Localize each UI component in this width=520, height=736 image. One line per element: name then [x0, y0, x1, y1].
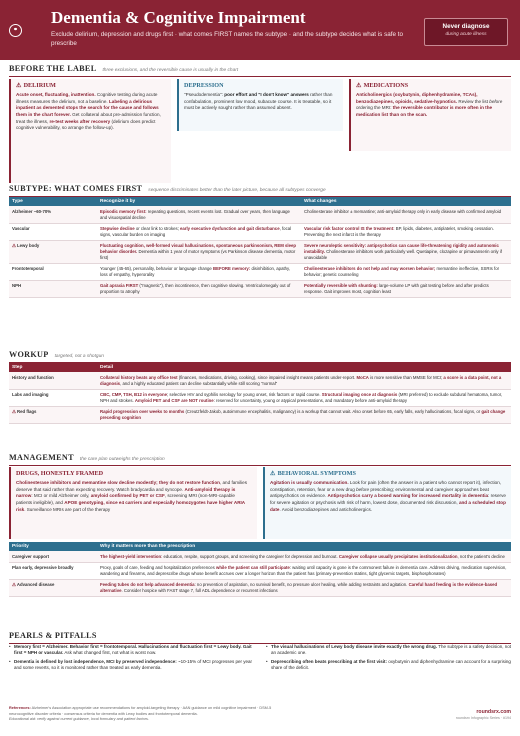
warning-icon: ⚠	[16, 82, 22, 89]
page-subtitle: Exclude delirium, depression and drugs first · what comes FIRST names the subtype · and the subtype decides what is safe to prescribe	[51, 31, 403, 47]
table-header-row	[9, 197, 511, 206]
section-subtitle: the care plan outweighs the prescription	[79, 457, 165, 462]
depression-card-body: "Pseudodementia": poor effort and "I don't know" answers rather than confabulation, prominent low mood, subacute course. It is treatable, so it must be actively sought rather than assumed absent.	[184, 92, 333, 111]
subtype-changes: Vascular risk factor control IS the treatment: BP, lipids, diabetes, antiplatelet, smoking cessation. Preventing the next infarct is the therapy	[301, 223, 511, 240]
brain-icon: ⚭	[9, 24, 22, 37]
pearls-right-column	[266, 644, 511, 673]
section-title: WORKUP	[9, 350, 49, 359]
workup-detail: Rapid progression over weeks to months (Creutzfeldt-Jakob, autoimmune encephalitis, malignancy) is a workup that cannot wait. Also onset before 65, early falls, early hallucinations, focal signs, or gait change preceding cognition	[97, 406, 511, 423]
medications-card-title: ⚠ MEDICATIONS	[356, 82, 409, 89]
warning-icon: ⚠	[12, 582, 17, 588]
section-workup	[9, 350, 511, 363]
workup-step: History and function	[9, 372, 97, 389]
medications-card	[349, 79, 511, 151]
column-header: Step	[9, 363, 97, 372]
section-title: BEFORE THE LABEL	[9, 64, 97, 73]
drugs-card-body: Cholinesterase inhibitors and memantine slow decline modestly; they do not restore function, and families deserve that said rather than expecting recovery. Watch bradycardia and syncope. Anti-amyloid therapy is narrow: MCI or mild Alzheimer only, amyloid confirmed by PET or CSF, screening MRI (non-MRI-capable patients ineligible), and APOE genotyping, since e4 carriers and especially homozygotes have higher ARIA risk. Surveillance MRIs are part of the therapy	[16, 480, 248, 512]
section-title: SUBTYPE: WHAT COMES FIRST	[9, 184, 143, 193]
table-row	[9, 281, 511, 298]
subtype-recognition: Stepwise decline or clear link to strokes; early executive dysfunction and gait disturbance, focal signs, vascular burden on imaging	[97, 223, 301, 240]
callout-subtitle: during acute illness	[445, 32, 487, 38]
section-subtype	[9, 184, 511, 197]
table-row	[9, 389, 511, 406]
pearl-item: • The visual hallucinations of Lewy body disease invite exactly the wrong drug. The subtype is a safety decision, not an academic one.	[266, 644, 511, 657]
section-before-label	[9, 64, 511, 77]
column-header: Why it matters more than the prescription	[97, 542, 511, 551]
table-row	[9, 264, 511, 281]
pearl-item: • Memory first = Alzheimer. Behavior first = frontotemporal. Hallucinations and fluctuation first = Lewy body. Gait first = NPH or vascular. Ask what changed first, not what is worst now.	[9, 644, 254, 657]
behavioral-card	[263, 467, 511, 539]
series-label: roundsrx Infographic Series · #194	[455, 715, 511, 720]
subtype-name: Frontotemporal	[9, 264, 97, 281]
subtype-name: Vascular	[9, 223, 97, 240]
section-subtitle: targeted, not a shotgun	[54, 354, 104, 359]
section-subtitle: sequence discriminates better than the later picture, because all subtypes converge	[148, 188, 326, 193]
subtype-recognition: Younger (45-65), personality, behavior or language change BEFORE memory: disinhibition, apathy, loss of empathy, hyperorality	[97, 264, 301, 281]
priority-detail: Feeding tubes do not help advanced dementia: no prevention of aspiration, no survival benefit, no pressure ulcer healing, while adding restraints and agitation. Careful hand feeding is the evidence-based alternative. Consider hospice with FAST stage 7, full ADL dependence or recurrent infections	[97, 579, 511, 596]
priority-detail: The highest-yield intervention: education, respite, support groups, and screening the caregiver for depression and burnout. Caregiver collapse usually precipitates institutionalization, not the patient's decline	[97, 551, 511, 562]
table-row	[9, 372, 511, 389]
depression-card	[177, 79, 343, 131]
subtype-changes: Potentially reversible with shunting: large-volume LP with gait testing before and after predicts response. Gait improves most, cognition least	[301, 281, 511, 298]
callout-title: Never diagnose	[442, 23, 490, 30]
section-title: PEARLS & PITFALLS	[9, 631, 97, 640]
disclaimer: Educational aid: verify against current guidance, local formulary and patient factors.	[9, 717, 149, 721]
table-header-row	[9, 363, 511, 372]
delirium-card-title: ⚠ DELIRIUM	[16, 82, 56, 89]
warning-icon: ⚠	[12, 409, 18, 415]
pearl-item: • Deprescribing often beats prescribing at the first visit: oxybutynin and diphenhydramine can account for a surprising share of the deficit.	[266, 659, 511, 672]
subtype-recognition: Fluctuating cognition, well-formed visual hallucinations, spontaneous parkinsonism, REM sleep behavior disorder. Dementia within 1 year of motor symptoms (vs Parkinson disease dementia, motor first)	[97, 240, 301, 263]
behavioral-card-title: ⚠ BEHAVIORAL SYMPTOMS	[270, 470, 356, 477]
column-header: Type	[9, 197, 97, 206]
subtype-name: NPH	[9, 281, 97, 298]
column-header: What changes	[301, 197, 511, 206]
page-title: Dementia & Cognitive Impairment	[51, 8, 306, 27]
subtype-changes: Severe neuroleptic sensitivity: antipsychotics can cause life-threatening rigidity and autonomic instability. Cholinesterase inhibitors work particularly well. Quetiapine, clozapine or pimavanserin only if unavoidable	[301, 240, 511, 263]
subtype-changes: Cholinesterase inhibitor ± memantine; anti-amyloid therapy only in early disease with confirmed amyloid	[301, 206, 511, 223]
priority-name: ⚠ Advanced disease	[9, 579, 97, 596]
brand-block	[456, 709, 511, 720]
section-management	[9, 453, 511, 466]
table-row	[9, 223, 511, 240]
section-pearls	[9, 631, 511, 644]
table-row	[9, 206, 511, 223]
workup-detail: Collateral history beats any office test (finances, medications, driving, cooking), since impaired insight means patients under-report. MoCA is more sensitive than MMSE for MCI; a score is a data point, not a diagnosis, and a highly educated patient can decline substantially while still scoring "normal"	[97, 372, 511, 389]
pearls-left-column	[9, 644, 254, 673]
warning-icon: ⚠	[270, 470, 276, 477]
subtype-recognition: Gait apraxia FIRST ("magnetic"), then incontinence, then cognitive slowing. Ventriculomegaly out of proportion to atrophy	[97, 281, 301, 298]
workup-step: ⚠ Red flags	[9, 406, 97, 423]
workup-table	[9, 363, 511, 424]
subtype-name: ⚠ Lewy body	[9, 240, 97, 263]
section-title: MANAGEMENT	[9, 453, 74, 462]
column-header: Priority	[9, 542, 97, 551]
brand-link[interactable]: roundsrx.com	[476, 709, 511, 715]
column-header: Recognize it by	[97, 197, 301, 206]
priority-detail: Proxy, goals of care, feeding and hospitalization preferences while the patient can still participate: waiting until capacity is gone is the commonest failure in dementia care. Address driving, medication supervision, wandering and firearms, and deprescribe drugs whose benefit accrues over a longer horizon than the patient has (primary-prevention statins, tight glycemic targets, bisphosphonates)	[97, 562, 511, 579]
subtype-changes: Cholinesterase inhibitors do not help and may worsen behavior; memantine ineffective, SSRIs for behavior; genetic counseling	[301, 264, 511, 281]
priority-name: Plan early, depressive broadly	[9, 562, 97, 579]
references-line: References: Alzheimer's Association appropriate use recommendations for amyloid-targeting therapy · AAN guidance on mild cognitive impairment · DSM-5	[9, 706, 272, 710]
drugs-card-title: DRUGS, HONESTLY FRAMED	[16, 470, 104, 477]
behavioral-card-body: Agitation is usually communication. Look for pain (often the answer in a patient who cannot report it), infection, constipation, retention, fear or a new drug before prescribing; environmental and caregiver approaches beat antipsychotics on evidence. Antipsychotics carry a boxed warning for increased mortality in dementia: reserve for severe agitation or psychosis with risk of harm, lowest dose, documented risk discussion, and a scheduled stop date. Avoid benzodiazepines and anticholinergics.	[270, 480, 506, 512]
page-header	[0, 0, 520, 60]
table-row	[9, 240, 511, 263]
workup-step: Labs and imaging	[9, 389, 97, 406]
warning-icon: ⚠	[12, 243, 18, 249]
priority-table	[9, 542, 511, 597]
subtype-recognition: Episodic memory first: repeating questions, recent events lost. Gradual over years, then language and visuospatial decline	[97, 206, 301, 223]
warning-icon: ⚠	[356, 82, 362, 89]
table-row	[9, 406, 511, 423]
medications-card-body: Anticholinergics (oxybutynin, diphenhydramine, TCAs), benzodiazepines, opioids, sedative-hypnotics. Review the list before ordering the MRI: the reversible contributor is more often in the medication list than on the scan.	[356, 92, 503, 118]
table-row	[9, 579, 511, 596]
priority-name: Caregiver support	[9, 551, 97, 562]
workup-detail: CBC, CMP, TSH, B12 in everyone; selective HIV and syphilis serology for young onset, risk factors or rapid course. Structural imaging once at diagnosis (MRI preferred) to exclude subdural hematoma, tumor, NPH and strokes. Amyloid PET and CSF are NOT routine: reserved for uncertainty, young or atypical presentations, and mandatory before anti-amyloid therapy	[97, 389, 511, 406]
delirium-card-body: Acute onset, fluctuating, inattention. Cognitive testing during acute illness measures the delirium, not a baseline. Labeling a delirious inpatient as demented stops the search for the cause and follows them in the chart forever. Get collateral about pre-admission function, treat the illness, re-test weeks after recovery (delirium does predict cognitive vulnerability, so arrange the follow-up).	[16, 92, 161, 131]
table-row	[9, 551, 511, 562]
references-line: neurocognitive disorder criteria · consensus criteria for dementia with Lewy bodies and frontotemporal dementia.	[9, 711, 198, 716]
table-header-row	[9, 542, 511, 551]
depression-card-title: DEPRESSION	[184, 82, 224, 89]
subtype-name: Alzheimer ~60-70%	[9, 206, 97, 223]
delirium-card	[9, 79, 171, 183]
table-row	[9, 562, 511, 579]
header-callout	[424, 18, 508, 46]
references-footer	[9, 706, 511, 723]
subtype-table	[9, 197, 511, 298]
column-header: Detail	[97, 363, 511, 372]
section-subtitle: three exclusions, and the reversible cause is usually in the chart	[102, 68, 239, 73]
pearl-item: • Dementia is defined by lost independence, MCI by preserved independence: ~10-15% of MCI progresses per year and some reverts, so it is monitored rather than treated as early dementia.	[9, 659, 254, 672]
drugs-card	[9, 467, 257, 539]
